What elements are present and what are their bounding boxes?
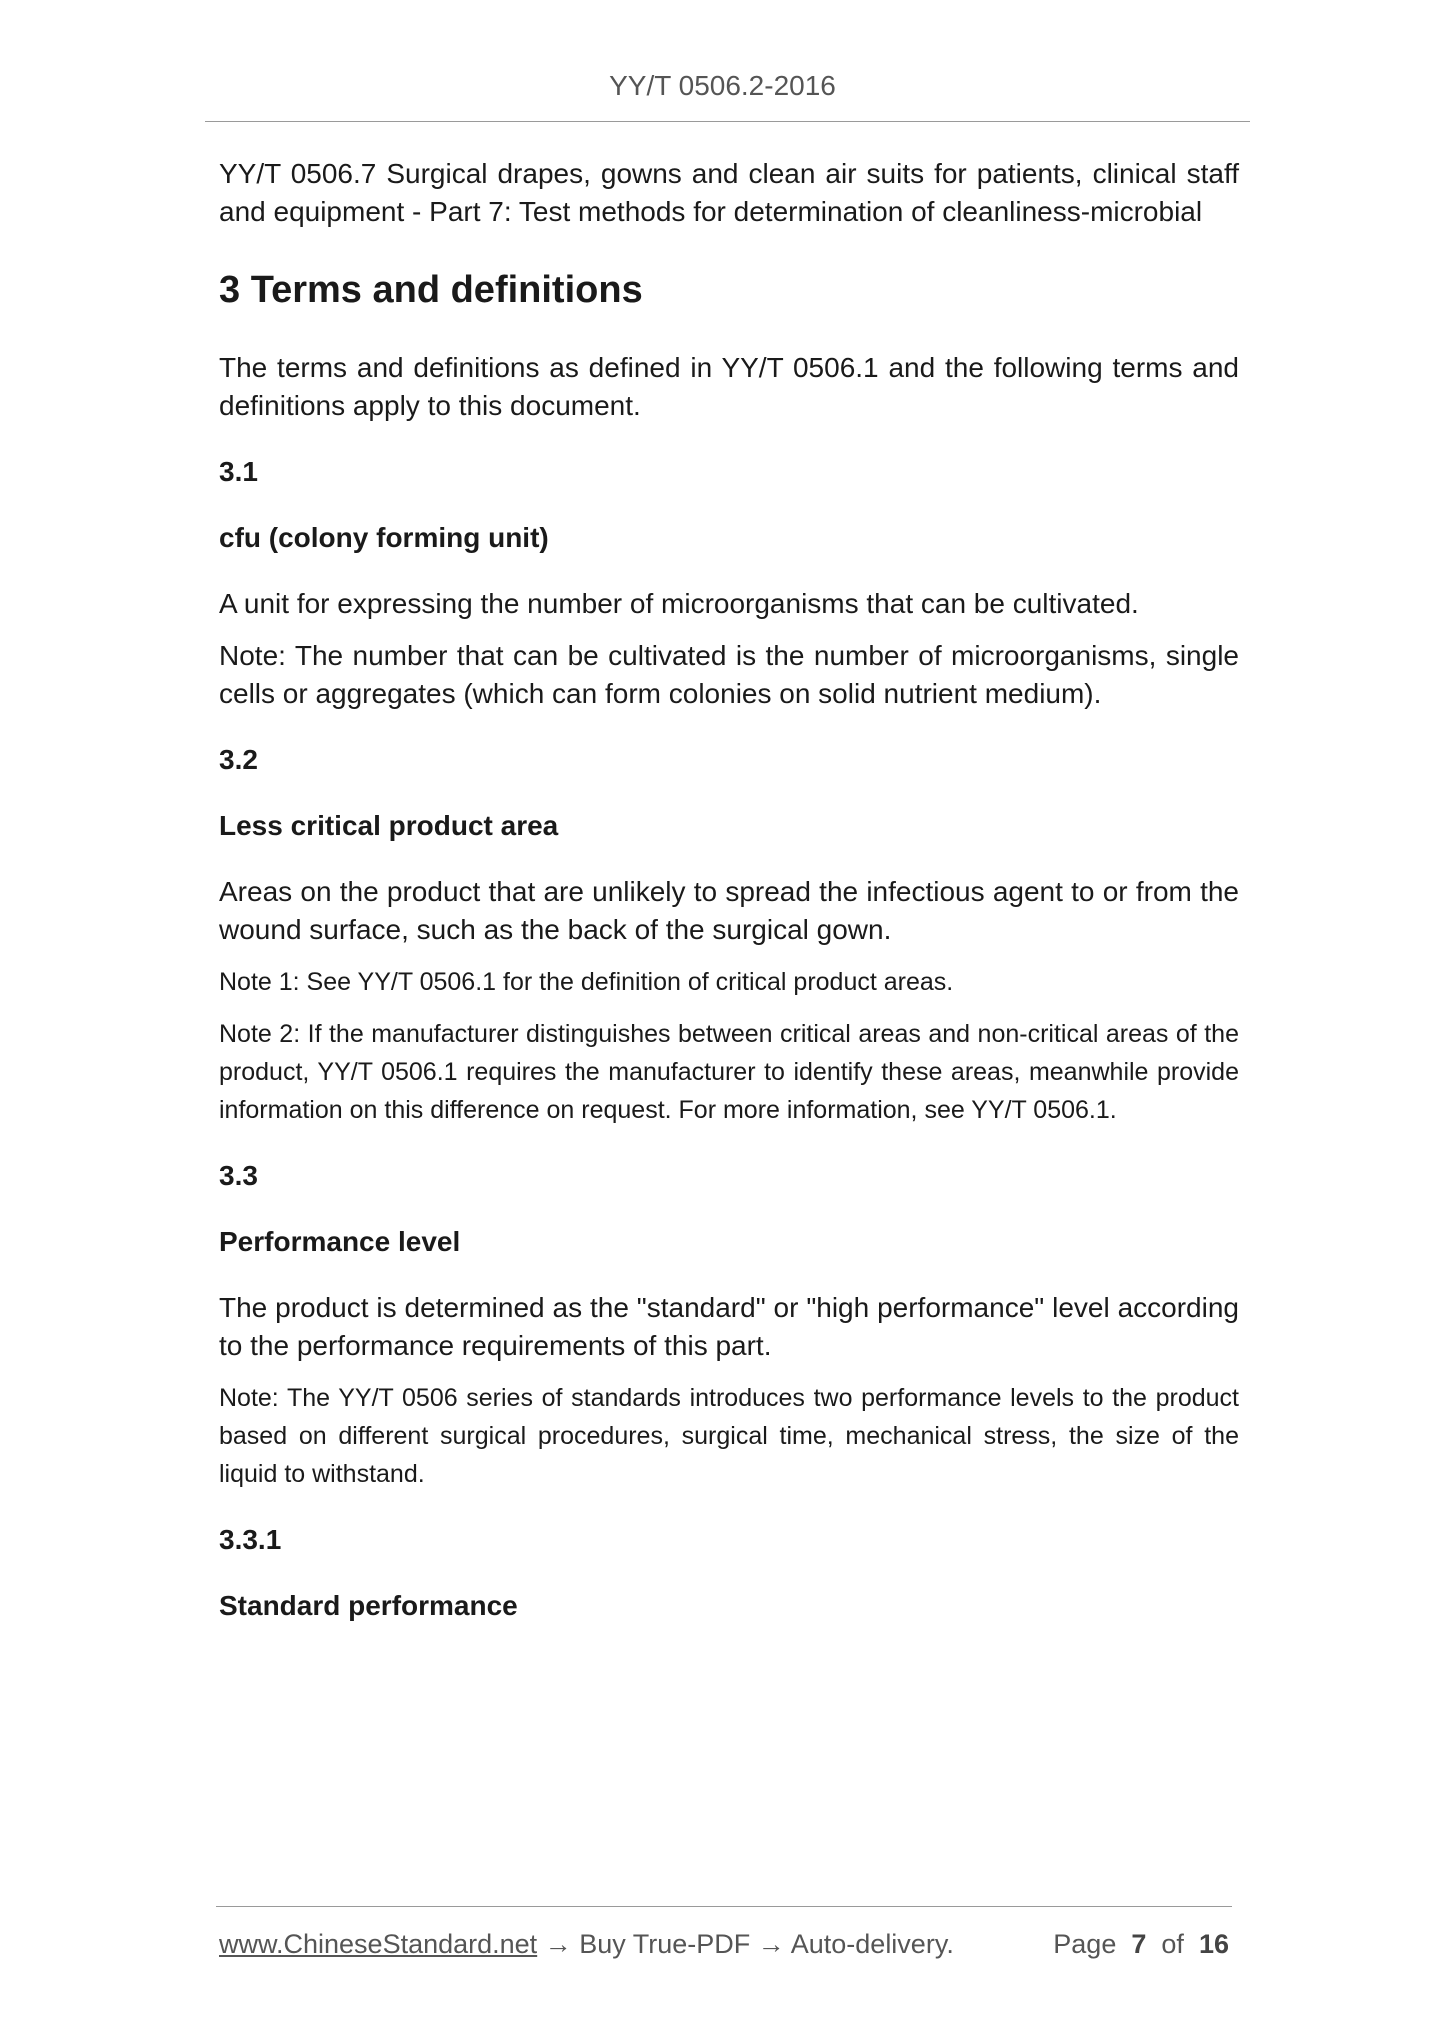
clause-number-3-1: 3.1 <box>219 456 258 487</box>
header-divider <box>205 121 1250 122</box>
current-page-number: 7 <box>1131 1929 1147 1959</box>
term-title-cfu: cfu (colony forming unit) <box>219 522 549 553</box>
normative-reference-entry: YY/T 0506.7 Surgical drapes, gowns and clean air suits for patients, clinical staff and equipment - Part 7: Test methods for determination of cleanliness-microbial <box>219 158 1239 227</box>
term-note1-less-critical-area: Note 1: See YY/T 0506.1 for the definition of critical product areas. <box>219 968 954 996</box>
term-note2-less-critical-area: Note 2: If the manufacturer distinguishes between critical areas and non-critical areas of the product, YY/T 0506.1 requires the manufacturer to identify these areas, meanwhile provide information on this difference on request. For more information, see YY/T 0506.1. <box>219 1020 1239 1124</box>
term-definition-cfu: A unit for expressing the number of microorganisms that can be cultivated. <box>219 588 1139 619</box>
term-title-less-critical-area: Less critical product area <box>219 810 559 841</box>
page-label: Page <box>1053 1929 1117 1959</box>
term-title-performance-level: Performance level <box>219 1226 461 1257</box>
term-note-cfu: Note: The number that can be cultivated is the number of microorganisms, single cells or aggregates (which can form colonies on solid nutrient medium). <box>219 640 1239 709</box>
clause-number-3-3: 3.3 <box>219 1160 258 1191</box>
site-link[interactable]: www.ChineseStandard.net <box>219 1929 538 1959</box>
term-note-performance-level: Note: The YY/T 0506 series of standards introduces two performance levels to the product based on different surgical procedures, surgical time, mechanical stress, the size of the liquid to withstand. <box>219 1384 1239 1488</box>
footer-divider <box>216 1906 1232 1907</box>
clause-number-3-2: 3.2 <box>219 744 258 775</box>
section-intro: The terms and definitions as defined in YY/T 0506.1 and the following terms and definitions apply to this document. <box>219 352 1239 421</box>
footer-promo <box>219 1925 954 1963</box>
page-header: YY/T 0506.2-2016 <box>609 70 836 101</box>
page-indicator <box>1053 1925 1229 1963</box>
page-of-label: of <box>1161 1929 1184 1959</box>
term-definition-less-critical-area: Areas on the product that are unlikely to spread the infectious agent to or from the wound surface, such as the back of the surgical gown. <box>219 876 1239 945</box>
clause-number-3-3-1: 3.3.1 <box>219 1524 282 1555</box>
total-page-number: 16 <box>1198 1929 1229 1959</box>
section-heading: 3 Terms and definitions <box>219 269 643 311</box>
footer-promo-text: → Buy True-PDF → Auto-delivery. <box>537 1929 954 1959</box>
term-definition-performance-level: The product is determined as the "standard" or "high performance" level according to the performance requirements of this part. <box>219 1292 1239 1361</box>
document-body <box>219 155 1239 1625</box>
term-title-standard-performance: Standard performance <box>219 1590 518 1621</box>
